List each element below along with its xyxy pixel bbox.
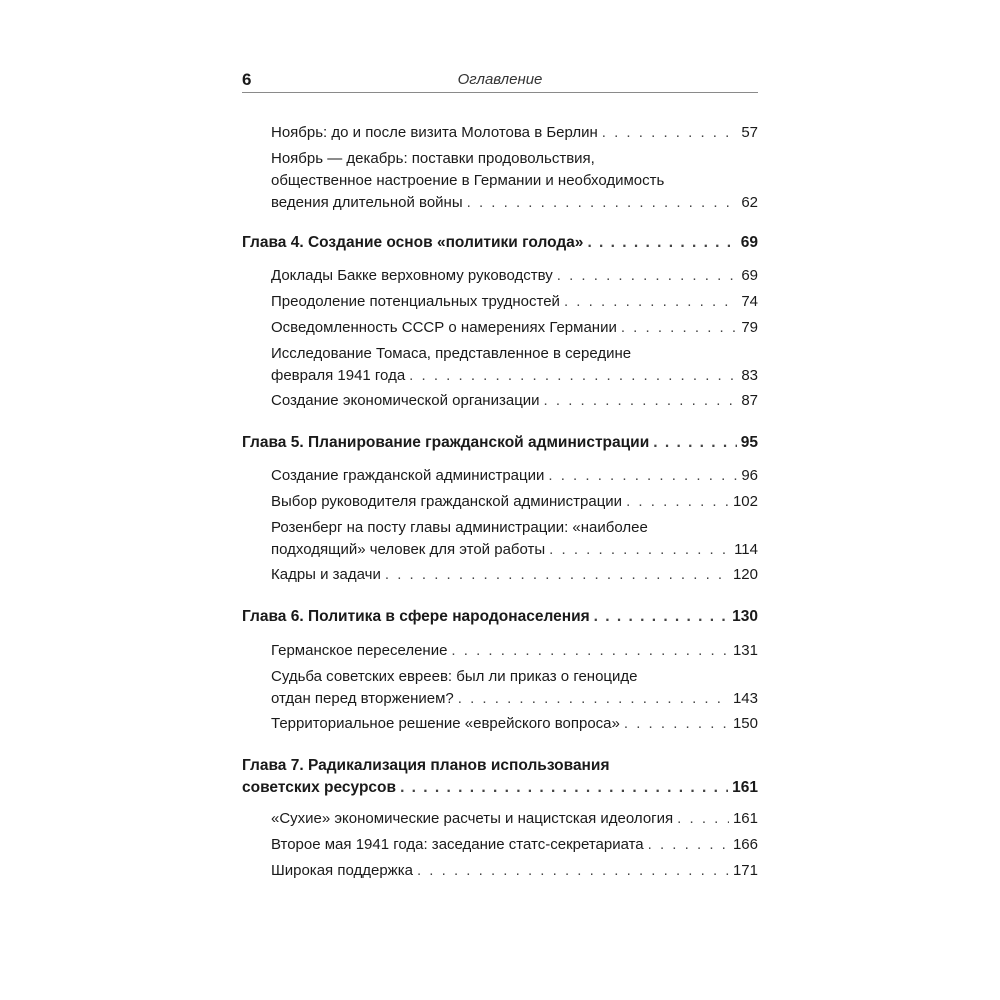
toc-chapter-entry [242, 755, 758, 799]
dot-leader [677, 808, 729, 830]
toc-entry-leader-row [271, 365, 758, 387]
toc-section-entry [271, 291, 758, 313]
dot-leader [564, 291, 737, 313]
toc-entry-leader-row [242, 432, 758, 454]
toc-entry-leader-row [271, 465, 758, 487]
toc-entry-leader-row [271, 390, 758, 412]
dot-leader [557, 265, 738, 287]
toc-page-number: 120 [732, 566, 758, 583]
toc-section-entry [271, 148, 758, 214]
toc-section-entry [271, 860, 758, 882]
toc-entry-title-line: Выбор руководителя гражданской администрации [271, 493, 623, 510]
toc-entry-title-line: Осведомленность СССР о намерениях Германии [271, 319, 617, 336]
toc-entry-title-line: Глава 7. Радикализация планов использования [242, 757, 610, 774]
toc-entry-title-line: Преодоление потенциальных трудностей [271, 293, 560, 310]
dot-leader [548, 465, 737, 487]
toc-chapter-entry [242, 606, 758, 628]
toc-page-number: 79 [741, 319, 758, 336]
toc-page-number: 96 [741, 467, 758, 484]
toc-entry-leader-row [271, 122, 758, 144]
toc-page-number: 74 [741, 293, 758, 310]
toc-entry-title-line: Создание экономической организации [271, 392, 540, 409]
toc-page-number: 161 [732, 810, 758, 827]
dot-leader [624, 713, 729, 735]
toc-page-number: 166 [732, 836, 758, 853]
toc-section-entry [271, 465, 758, 487]
toc-section-entry [271, 808, 758, 830]
toc-section-entry [271, 564, 758, 586]
toc-entry-title-line: Территориальное решение «еврейского вопроса» [271, 715, 620, 732]
dot-leader [587, 232, 736, 254]
dot-leader [385, 564, 729, 586]
toc-entry-title-line: «Сухие» экономические расчеты и нацистская идеология [271, 810, 674, 827]
toc-entry-title-line: Широкая поддержка [271, 862, 413, 879]
toc-page-number: 150 [732, 715, 758, 732]
toc-page-number: 143 [732, 690, 758, 707]
toc-entry-leader-row [271, 640, 758, 662]
toc-entry-title-line: советских ресурсов [242, 779, 397, 796]
toc-entry-leader-row [271, 317, 758, 339]
toc-entry-leader-row [242, 777, 758, 799]
toc-page-number: 62 [741, 194, 758, 211]
toc-section-entry [271, 390, 758, 412]
toc-entry-leader-row [271, 265, 758, 287]
toc-entry-leader-row [271, 713, 758, 735]
toc-entry-leader-row [271, 539, 758, 561]
dot-leader [544, 390, 738, 412]
toc-entry-title-line: Глава 4. Создание основ «политики голода» [242, 234, 584, 251]
toc-section-entry [271, 834, 758, 856]
toc-entry-leader-row [271, 860, 758, 882]
toc-page-number: 87 [741, 392, 758, 409]
toc-entry-title-line: Ноябрь — декабрь: поставки продовольствия, [271, 150, 595, 167]
toc-page-number: 114 [734, 541, 758, 558]
toc-entry-title-line: Доклады Бакке верховному руководству [271, 267, 553, 284]
toc-chapter-entry [242, 432, 758, 454]
dot-leader [602, 122, 738, 144]
dot-leader [458, 688, 729, 710]
toc-section-entry [271, 343, 758, 387]
dot-leader [594, 606, 728, 628]
toc-page-number: 171 [732, 862, 758, 879]
dot-leader [400, 777, 728, 799]
toc-entry-title-line: Глава 5. Планирование гражданской администрации [242, 434, 650, 451]
toc-page-number: 102 [732, 493, 758, 510]
toc-section-entry [271, 265, 758, 287]
toc-section-entry [271, 640, 758, 662]
dot-leader [648, 834, 729, 856]
toc-section-entry [271, 317, 758, 339]
dot-leader [417, 860, 729, 882]
toc-page-number: 57 [741, 124, 758, 141]
page-number: 6 [242, 70, 252, 89]
toc-entry-title-line: Создание гражданской администрации [271, 467, 545, 484]
toc-entry-title-line: Розенберг на посту главы администрации: «наиболее [271, 519, 648, 536]
toc-entry-leader-row [271, 291, 758, 313]
toc-entry-leader-row [271, 564, 758, 586]
dot-leader [467, 192, 738, 214]
toc-page-number: 83 [741, 367, 758, 384]
toc-entry-leader-row [242, 606, 758, 628]
toc-entry-title-line: Второе мая 1941 года: заседание статс-секретариата [271, 836, 644, 853]
toc-entry-title-line: Ноябрь: до и после визита Молотова в Берлин [271, 124, 598, 141]
toc-page-number: 130 [732, 608, 758, 625]
toc-entry-title-line: подходящий» человек для этой работы [271, 541, 546, 558]
toc-entry-leader-row [242, 232, 758, 254]
toc-page-number: 69 [741, 267, 758, 284]
toc-entry-leader-row [271, 808, 758, 830]
toc-page-number: 69 [740, 234, 758, 251]
toc-page-number: 161 [732, 779, 758, 796]
dot-leader [409, 365, 737, 387]
toc-page-number: 95 [740, 434, 758, 451]
running-title: Оглавление [457, 71, 543, 88]
toc-entry-title-line: Кадры и задачи [271, 566, 381, 583]
toc-entry-title-line: ведения длительной войны [271, 194, 463, 211]
dot-leader [549, 539, 730, 561]
toc-entry-title-line: Судьба советских евреев: был ли приказ о геноциде [271, 668, 638, 685]
toc-section-entry [271, 713, 758, 735]
toc-entry-leader-row [271, 688, 758, 710]
toc-entry-title-line: общественное настроение в Германии и необходимость [271, 172, 665, 189]
toc-entry-title-line: февраля 1941 года [271, 367, 406, 384]
toc-entry-title-line: Глава 6. Политика в сфере народонаселения [242, 608, 590, 625]
toc-section-entry [271, 666, 758, 710]
toc-entry-title-line: отдан перед вторжением? [271, 690, 454, 707]
toc-entry-leader-row [271, 192, 758, 214]
toc-section-entry [271, 517, 758, 561]
dot-leader [653, 432, 737, 454]
toc-section-entry [271, 122, 758, 144]
toc-entry-title-line: Германское переселение [271, 642, 448, 659]
dot-leader [626, 491, 729, 513]
toc-entry-title-line: Исследование Томаса, представленное в середине [271, 345, 632, 362]
dot-leader [451, 640, 729, 662]
page-header [242, 70, 758, 93]
toc-chapter-entry [242, 232, 758, 254]
toc-section-entry [271, 491, 758, 513]
dot-leader [621, 317, 737, 339]
toc-entry-leader-row [271, 834, 758, 856]
toc-entry-leader-row [271, 491, 758, 513]
toc-page-number: 131 [732, 642, 758, 659]
